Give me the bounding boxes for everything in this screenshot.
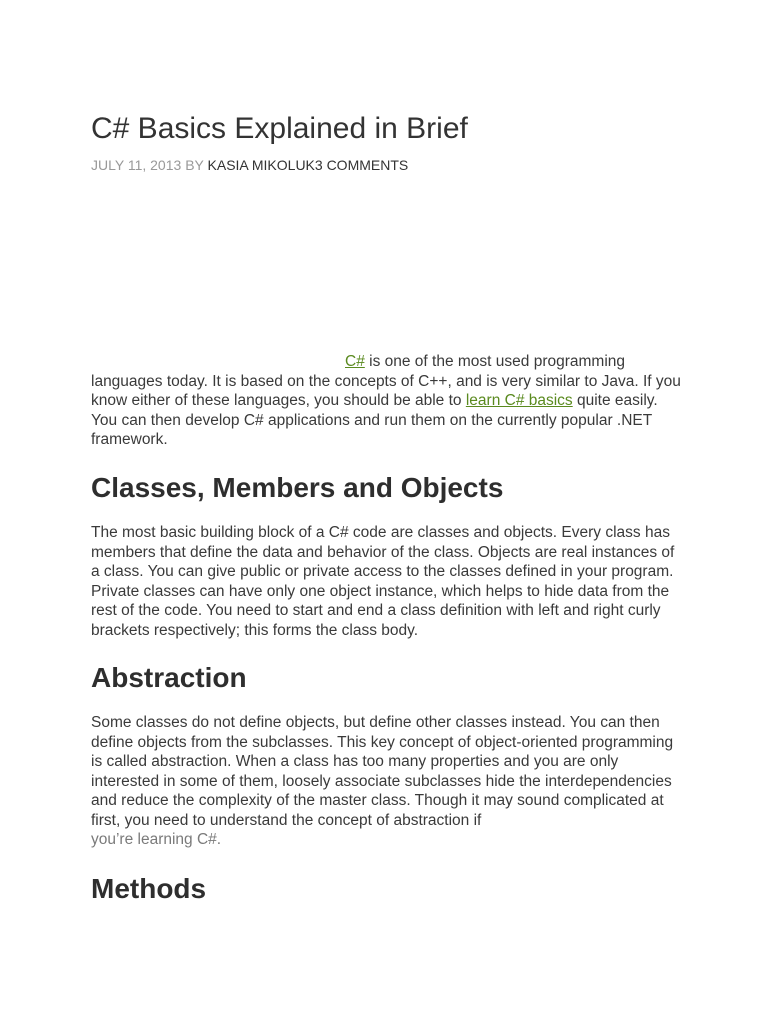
article-meta [91,157,408,173]
intro-text-1: is one of the most used programming languages today. It is based on the concepts of C++, and is very similar to Java. If you know either of these languages, you should be able to [91,353,681,409]
author-link[interactable]: KASIA MIKOLUK [207,157,315,173]
by-label: BY [185,157,204,173]
learn-csharp-basics-link[interactable]: learn C# basics [465,392,573,409]
csharp-link[interactable]: C# [345,353,365,370]
intro-paragraph [91,352,681,450]
comments-link[interactable]: 3 COMMENTS [314,157,409,173]
intro-text-2: quite easily. You can then develop C# applications and run them on the currently popular .NET framework. [91,392,658,448]
section-heading-classes: Classes, Members and Objects [91,472,504,503]
article-title: C# Basics Explained in Brief [91,112,468,145]
abstraction-body-text: Some classes do not define objects, but define other classes instead. You can then define objects from the subclasses. This key concept of object-oriented programming is called abstraction. When a class has too many properties and you are only interested in some of them, loosely associate subclasses hide the interdependencies and reduce the complexity of the master class. Though it may sound complicated at first, you need to understand the concept of abstraction if [91,714,674,829]
section-body-classes: The most basic building block of a C# code are classes and objects. Every class has members that define the data and behavior of the class. Objects are real instances of a class. You can give public or private access to the classes defined in your program. Private classes can have only one object instance, which helps to hide data from the rest of the code. You need to start and end a class definition with left and right curly brackets respectively; this forms the class body. [91,524,675,639]
section-body-abstraction [91,713,681,850]
section-heading-methods: Methods [91,873,207,904]
section-heading-abstraction: Abstraction [91,662,247,693]
abstraction-body-tail: you’re learning C#. [91,831,222,848]
post-date: JULY 11, 2013 [91,157,182,173]
